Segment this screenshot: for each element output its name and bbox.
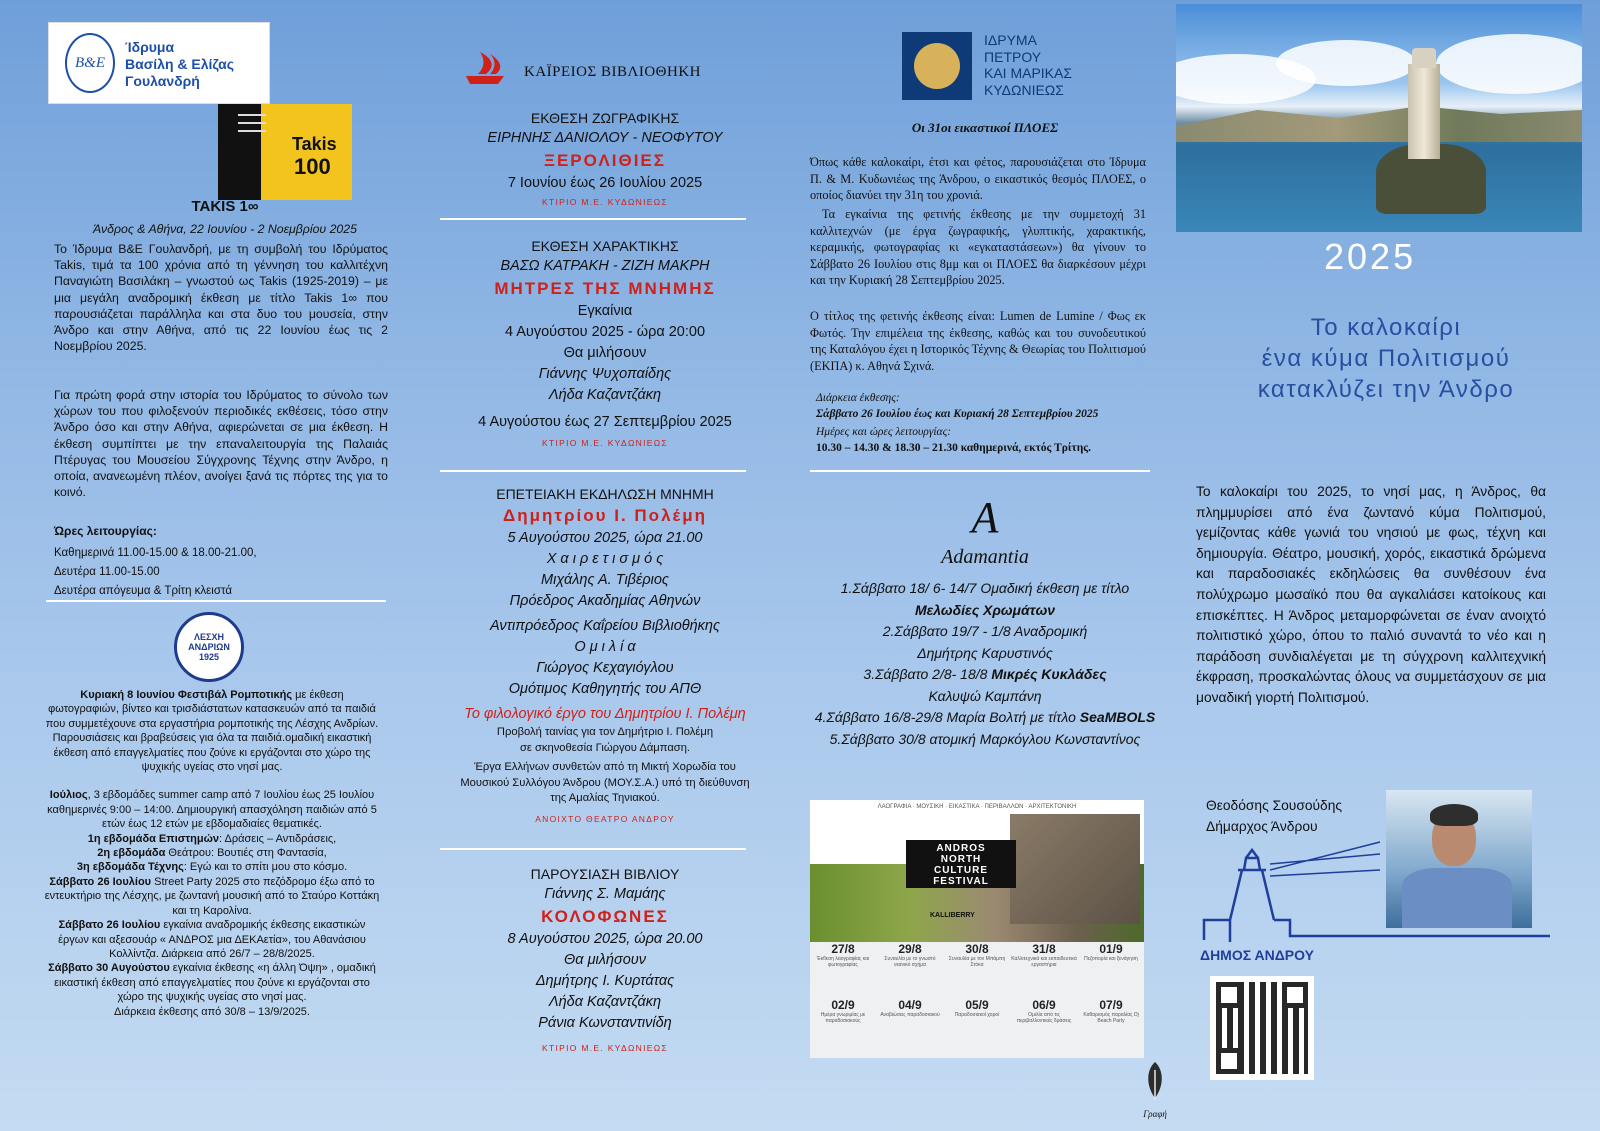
event-artist: ΕΙΡΗΝΗΣ ΔΑΝΙΟΛΟΥ - ΝΕΟΦΥΤΟΥ xyxy=(487,130,723,146)
festival-title: ANDROS NORTH CULTURE FESTIVAL xyxy=(906,840,1016,888)
event-type: ΕΚΘΕΣΗ ΧΑΡΑΚΤΙΚΗΣ xyxy=(531,238,679,254)
takis-paragraph-2: Για πρώτη φορά στην ιστορία του Ιδρύματος το σύνολο των χώρων του που φιλοξενούν περιοδικές εκθέσεις, τόσο στην Άνδρο όσο και στην Αθήνα, αφιερώνεται σε μια έκθεση. Η έκθεση συμπίπτει με την επαναλειτουργία της Παλαιάς Πτέρυγας του Μουσείου Σύγχρονης Τέχνης στην Άνδρο, η οποία, ανανεωμένη πλέον, ανοίγει ξανά τις πόρτες της για το κοινό. xyxy=(54,388,388,500)
event-other-view: Σάββατο 30 Αυγούστου εγκαίνια έκθεσης «η άλλη Όψη» , ομαδική εικαστική έκθεση από επαγγελματίες που ζούνε κι εργάζονται στο χώρο της ψυχικής υγείας στο νησί μας. xyxy=(48,962,376,1004)
event-type: ΕΠΕΤΕΙΑΚΗ ΕΚΔΗΛΩΣΗ ΜΝΗΜΗ xyxy=(496,486,714,502)
event-line: Εγκαίνια xyxy=(577,303,633,319)
logo-line: Ίδρυμα xyxy=(125,39,175,55)
qr-code[interactable] xyxy=(1210,976,1314,1080)
event-speaker: Λήδα Καζαντζάκη xyxy=(548,387,662,403)
kaireios-ship-icon xyxy=(456,48,514,88)
week-1: 1η εβδομάδα Επιστημών: Δράσεις – Αντιδράσεις, xyxy=(87,832,337,845)
event-line: Έργα Ελλήνων συνθετών από τη Μικτή Χορωδία του Μουσικού Συλλόγου Άνδρου (ΜΟΥ.Σ.Α.) υπό τη διεύθυνση της Αμαλίας Τηνιακού. xyxy=(460,761,750,804)
event-line: 5 Αυγούστου 2025, ώρα 21.00 xyxy=(507,530,703,546)
grafi-printer-logo xyxy=(1140,1060,1170,1124)
festival-date-cell: 29/8 Συναυλία με το γνωστό νεανικό σχήμα xyxy=(884,942,936,968)
festival-date-cell: 05/9 Παραδοσιακοί χοροί xyxy=(954,998,1000,1018)
event-line: Ομότιμος Καθηγητής του ΑΠΘ xyxy=(508,681,702,697)
intro-paragraph: Το καλοκαίρι του 2025, το νησί μας, η Άνδρος, θα πλημμυρίσει από ένα ζωντανό κύμα Πολιτισμού, γεμίζοντας κάθε γωνιά του νησιού με φως, τέχνη και δημιουργία. Θέατρο, μουσική, χορός, εικαστικά δρώμενα και παραδοσιακές εκδηλώσεις θα συνθέσουν ένα πολύχρωμο μωσαϊκό που θα αγκαλιάσει κατοίκους και επισκέπτες. Η Άνδρος μεταμορφώνεται σε έναν ανοιχτό πολιτιστικό χώρο, όπου το παλιό συναντά το νέο και η παράδοση συνδιαλέγεται με τη σύγχρονη καλλιτεχνική έκφραση, προσκαλώντας όλους να συμμετάσχουν σε μια μοναδική γιορτή Πολιτισμού. xyxy=(1196,484,1546,705)
ploes-paragraph-1: Όπως κάθε καλοκαίρι, έτσι και φέτος, παρουσιάζεται στο Ίδρυμα Π. & Μ. Κυδωνιέως της Άνδρου, ο εικαστικός θεσμός ΠΛΟΕΣ, ο οποίος διανύει την 31η του χρονιά. xyxy=(810,155,1146,203)
event-lecture-title: Το φιλολογικό έργο του Δημητρίου Ι. Πολέμη xyxy=(464,706,746,722)
festival-date-cell: 07/9 Καθαρισμός παραλίας Dj Beach Party xyxy=(1083,998,1139,1024)
event-speaker: Γιάννης Ψυχοπαίδης xyxy=(538,366,672,382)
event-robotics: Κυριακή 8 Ιουνίου Φεστιβάλ Ρομποτικής με έκθεση φωτογραφιών, βίντεο και τρισδιάστατων κατασκευών από τα παιδιά που συμμετέχουνε στα εργαστήρια ρομποτικής της Λέσχης Ανδρίων. Παρουσιάσεις και βραβεύσεις για όλα τα παιδιά.ομαδική εικαστική έκθεση από επαγγελματίες που ζούνε κι εργάζονται στο χώρο της ψυχικής υγείας στο νησί μας. xyxy=(45,689,379,774)
event-dates: 7 Ιουνίου έως 26 Ιουλίου 2025 xyxy=(507,175,703,191)
ploes-paragraph-3: Ο τίτλος της φετινής έκθεσης είναι: Lumen de Lumine / Φως εκ Φωτός. Την επιμέλεια της έκθεσης, καθώς και του συνοδευτικού της Καταλόγου έχει η Ιστορικός Τέχνης & Θεωρίας του Πολιτισμού (ΕΚΠΑ) κ. Αθηνά Σχινά. xyxy=(810,309,1146,373)
event-title: ΚΟΛΟΦΩΝΕΣ xyxy=(541,907,669,926)
event-artist: ΒΑΣΩ ΚΑΤΡΑΚΗ - ΖΙΖΗ ΜΑΚΡΗ xyxy=(500,258,710,274)
adamantia-event: 2.Σάββατο 19/7 - 1/8 Αναδρομική xyxy=(882,623,1088,639)
event-venue: ΑΝΟΙΧΤΟ ΘΕΑΤΡΟ ΑΝΔΡΟΥ xyxy=(535,813,675,824)
ploes-duration-label: Διάρκεια έκθεσης: xyxy=(816,392,900,404)
event-venue: ΚΤΙΡΙΟ Μ.Ε. ΚΥΔΩΝΙΕΩΣ xyxy=(542,197,668,207)
column-kydonieos-adamantia xyxy=(810,0,1180,1131)
poster-photo xyxy=(1010,814,1140,924)
event-line: Θα μιλήσουν xyxy=(563,345,647,361)
event-speaker: Μιχάλης Α. Τιβέριος xyxy=(541,572,669,588)
ploes-heading: Οι 31οι εικαστικοί ΠΛΟΕΣ xyxy=(911,120,1059,135)
takis-paragraph-1: Το Ίδρυμα Β&Ε Γουλανδρή, με τη συμβολή του Ιδρύματος Takis, τιμά τα 100 χρόνια από τη γέννηση του καλλιτέχνη Παναγιώτη Βασιλάκη – γνωστού ως Takis (1925-2019) – με μια μεγάλη αναδρομική έκθεση με τίτλο Takis 1∞ που παρουσιάζεται παράλληλα και στα δυο του μουσεία, στην Άνδρο και στην Αθήνα, από τις 22 Ιουνίου έως τις 2 Νοεμβρίου 2025. xyxy=(54,242,388,354)
mayor-name: Θεοδόσης Σουσούδης xyxy=(1206,798,1343,813)
event-speaker: Δημήτρης Ι. Κυρτάτας xyxy=(535,973,675,989)
festival-date-cell: 02/9 Ημέρα γνωριμίας με παραδοσιακούς xyxy=(820,998,866,1024)
event-summer-camp: Ιούλιος, 3 εβδομάδες summer camp από 7 Ιουλίου έως 25 Ιουλίου καθημερινές 9:00 – 14:00. Δημιουργική απασχόληση παιδιών από 5 ετών έως 12 ετών με εβδομαδιαίες θεματικές. xyxy=(47,789,377,831)
ploes-hours: 10.30 – 14.30 & 18.30 – 21.30 καθημερινά, εκτός Τρίτης. xyxy=(816,442,1091,454)
cover-slogan xyxy=(1190,312,1582,405)
adamantia-event: 5.Σάββατο 30/8 ατομική Μαρκόγλου Κωνσταντίνος xyxy=(829,730,1141,747)
hours-line: Δευτέρα 11.00-15.00 xyxy=(54,566,160,578)
slogan-line: κατακλύζει την Άνδρο xyxy=(1257,376,1515,403)
takis-poster-number: 100 xyxy=(294,154,331,179)
logo-line: Γουλανδρή xyxy=(125,73,200,89)
takis-dates: Άνδρος & Αθήνα, 22 Ιουνίου - 2 Νοεμβρίου 2025 xyxy=(93,222,357,236)
logo-line: ΙΔΡΥΜΑ xyxy=(984,32,1037,48)
event-other-view-duration: Διάρκεια έκθεσης από 30/8 – 13/9/2025. xyxy=(114,1005,310,1018)
andros-north-culture-festival-poster xyxy=(810,800,1144,1058)
kaireios-library-name: ΚΑΪΡΕΙΟΣ ΒΙΒΛΙΟΘΗΚΗ xyxy=(524,64,702,80)
column-kaireios-library xyxy=(440,0,770,1131)
goulandris-foundation-logo xyxy=(48,22,270,104)
event-line: Πρόεδρος Ακαδημίας Αθηνών xyxy=(509,593,701,609)
logo-line: Βασίλη & Ελίζας xyxy=(125,56,234,72)
adamantia-name: Adamantia xyxy=(941,546,1029,568)
event-title: ΞΕΡΟΛΙΘΙΕΣ xyxy=(544,151,666,170)
festival-date-cell: 06/9 Ομιλία από τις περιβαλλοντικές δράσεις xyxy=(1016,998,1072,1024)
ploes-hours-label: Ημέρες και ώρες λειτουργίας: xyxy=(816,426,952,438)
event-line: Θα μιλήσουν xyxy=(564,952,646,968)
kydonieos-emblem-icon xyxy=(902,32,972,100)
event-line: Ο μ ι λ ί α xyxy=(574,639,636,655)
hours-line: Καθημερινά 11.00-15.00 & 18.00-21.00, xyxy=(54,547,257,559)
week-2: 2η εβδομάδα Θεάτρου: Βουτιές στη Φαντασία, xyxy=(97,847,327,860)
divider xyxy=(440,218,746,220)
festival-date-cell: 01/9 Πεζοπορία και ξενάγηση xyxy=(1084,942,1138,962)
event-author: Γιάννης Σ. Μαμάης xyxy=(544,886,666,902)
lighthouse-outline-icon xyxy=(1190,840,1550,950)
municipality-label: ΔΗΜΟΣ ΑΝΔΡΟΥ xyxy=(1200,947,1314,963)
event-venue: ΚΤΙΡΙΟ Μ.Ε. ΚΥΔΩΝΙΕΩΣ xyxy=(542,438,668,448)
festival-date-cell: 04/9 Αναβιώσεις παραδοσιακού xyxy=(880,998,940,1018)
festival-dates-grid xyxy=(810,942,1144,1058)
festival-date-cell: 30/8 Συναυλία με τον Μπάμπη Στόκα xyxy=(948,942,1006,968)
event-type: ΠΑΡΟΥΣΙΑΣΗ ΒΙΒΛΙΟΥ xyxy=(530,866,680,882)
hours-label: Ώρες λειτουργίας: xyxy=(54,524,157,538)
divider xyxy=(46,600,386,602)
event-speaker: Γιώργος Κεχαγιόγλου xyxy=(536,660,674,676)
event-title: ΜΗΤΡΕΣ ΤΗΣ ΜΝΗΜΗΣ xyxy=(494,279,716,298)
kaireios-library-logo xyxy=(456,48,756,88)
adamantia-artist: Δημήτρης Καρυστινός xyxy=(917,644,1053,661)
hours-list xyxy=(54,544,257,601)
lesxi-andrion-logo: ΛΕΣΧΗ ΑΝΔΡΙΩΝ 1925 xyxy=(174,612,244,682)
slogan-line: ένα κύμα Πολιτισμού xyxy=(1261,345,1511,372)
ploes-duration: Σάββατο 26 Ιουλίου έως και Κυριακή 28 Σεπτεμβρίου 2025 xyxy=(816,408,1099,420)
event-line: Χ α ι ρ ε τ ι σ μ ό ς xyxy=(546,551,664,567)
adamantia-events xyxy=(810,578,1160,750)
lighthouse-photo xyxy=(1176,4,1582,232)
event-speaker: Λήδα Καζαντζάκη xyxy=(548,994,662,1010)
takis-poster-word: Takis xyxy=(292,134,337,154)
adamantia-event: 4.Σάββατο 16/8-29/8 Μαρία Βολτή με τίτλο SeaMBOLS xyxy=(814,709,1156,725)
event-line: Αντιπρόεδρος Καΐρείου Βιβλιοθήκης xyxy=(489,618,721,634)
event-type: ΕΚΘΕΣΗ ΖΩΓΡΑΦΙΚΗΣ xyxy=(530,110,680,126)
logo-line: ΚΑΙ ΜΑΡΙΚΑΣ xyxy=(984,65,1073,81)
adamantia-event: 1.Σάββατο 18/ 6- 14/7 Ομαδική έκθεση με τίτλο Μελωδίες Χρωμάτων xyxy=(840,580,1130,618)
event-engraving xyxy=(440,236,770,449)
column-cover xyxy=(1190,0,1600,1131)
week-3: 3η εβδομάδα Τέχνης: Εγώ και το σπίτι μου στο κόσμο. xyxy=(76,861,348,874)
event-line: σε σκηνοθεσία Γιώργου Δάμπαση. xyxy=(519,741,691,754)
event-retrospective: Σάββατο 26 Ιουλίου εγκαίνια αναδρομικής έκθεσης εικαστικών έργων και αξεσουάρ « ΑΝΔΡΟΣ μια ΔΕΚΑετία», του Αθανάσιου Κολλίντζα. Διάρκεια από 26/7 – 28/8/2025. xyxy=(58,919,366,960)
divider xyxy=(440,470,746,472)
adamantia-event: 3.Σάββατο 2/8- 18/8 Μικρές Κυκλάδες xyxy=(863,666,1107,682)
ploes-paragraph-2: Τα εγκαίνια της φετινής έκθεσης με την συμμετοχή 31 καλλιτεχνών (με έργα ζωγραφικής, γλυπτικής, χαρακτικής, κεραμικής, φωτογραφίας κι «εγκαταστάσεων») θα γίνουν το Σάββατο 26 Ιουλίου στις 8μμ και οι ΠΛΟΕΣ θα διαρκέσουν μέχρι και την Κυριακή 28 Σεπτεμβρίου 2025. xyxy=(810,207,1146,288)
mayor-title: Δήμαρχος Άνδρου xyxy=(1206,819,1318,834)
event-painting xyxy=(440,108,770,208)
divider xyxy=(810,470,1150,472)
event-venue: ΚΤΙΡΙΟ Μ.Ε. ΚΥΔΩΝΙΕΩΣ xyxy=(542,1043,668,1053)
logo-line: ΚΥΔΩΝΙΕΩΣ xyxy=(984,81,1064,98)
hours-line: Δευτέρα απόγευμα & Τρίτη κλειστά xyxy=(54,585,232,597)
logo-line: ΠΕΤΡΟΥ xyxy=(984,48,1042,65)
event-dates: 4 Αυγούστου έως 27 Σεπτεμβρίου 2025 xyxy=(478,414,732,430)
takis-title: TAKIS 1∞ xyxy=(191,198,259,215)
divider xyxy=(440,848,746,850)
festival-date-cell: 27/8 Έκθεση λαογραφίας και φωτογραφίας xyxy=(816,942,870,968)
event-line: 4 Αυγούστου 2025 - ώρα 20:00 xyxy=(504,324,706,340)
takis-poster-image xyxy=(218,104,352,200)
mayor-signature xyxy=(1206,795,1342,837)
year-label: 2025 xyxy=(1324,236,1417,277)
festival-date-cell: 31/8 Καλλιτεχνικά και εκπαιδευτικά εργαστήρια xyxy=(1011,942,1077,968)
goulandris-monogram: Β&Ε xyxy=(65,33,115,93)
event-title: Δημητρίου Ι. Πολέμη xyxy=(503,506,707,525)
grafi-label: Γραφή xyxy=(1143,1109,1167,1119)
event-line: 8 Αυγούστου 2025, ώρα 20.00 xyxy=(507,931,703,947)
event-line: Προβολή ταινίας για τον Δημήτριο Ι. Πολέμη xyxy=(496,726,714,738)
event-book-presentation xyxy=(440,864,770,1054)
kydonieos-foundation-logo xyxy=(902,32,1174,104)
event-polemis-memorial xyxy=(440,484,770,825)
column-goulandris-lesxi xyxy=(40,0,400,1131)
quill-icon xyxy=(1140,1060,1170,1104)
adamantia-mark: A xyxy=(971,493,999,542)
adamantia-artist: Καλυψώ Καμπάνη xyxy=(928,687,1042,704)
poster-sponsor: KALLIBERRY xyxy=(930,912,975,919)
slogan-line: Το καλοκαίρι xyxy=(1310,314,1462,341)
poster-header: ΛΑΟΓΡΑΦΙΑ · ΜΟΥΣΙΚΗ · ΕΙΚΑΣΤΙΚΑ · ΠΕΡΙΒΑΛΛΟΝ · ΑΡΧΙΤΕΚΤΟΝΙΚΗ xyxy=(877,804,1077,810)
event-street-party: Σάββατο 26 Ιουλίου Street Party 2025 στο πεζόδρομο έξω από το εντευκτήριο της Λέσχης, με ζωντανή μουσική από το Σταύρο Κοττάκη και τη Καρολίνα. xyxy=(44,875,380,917)
event-speaker: Ράνια Κωνσταντινίδη xyxy=(538,1015,672,1031)
